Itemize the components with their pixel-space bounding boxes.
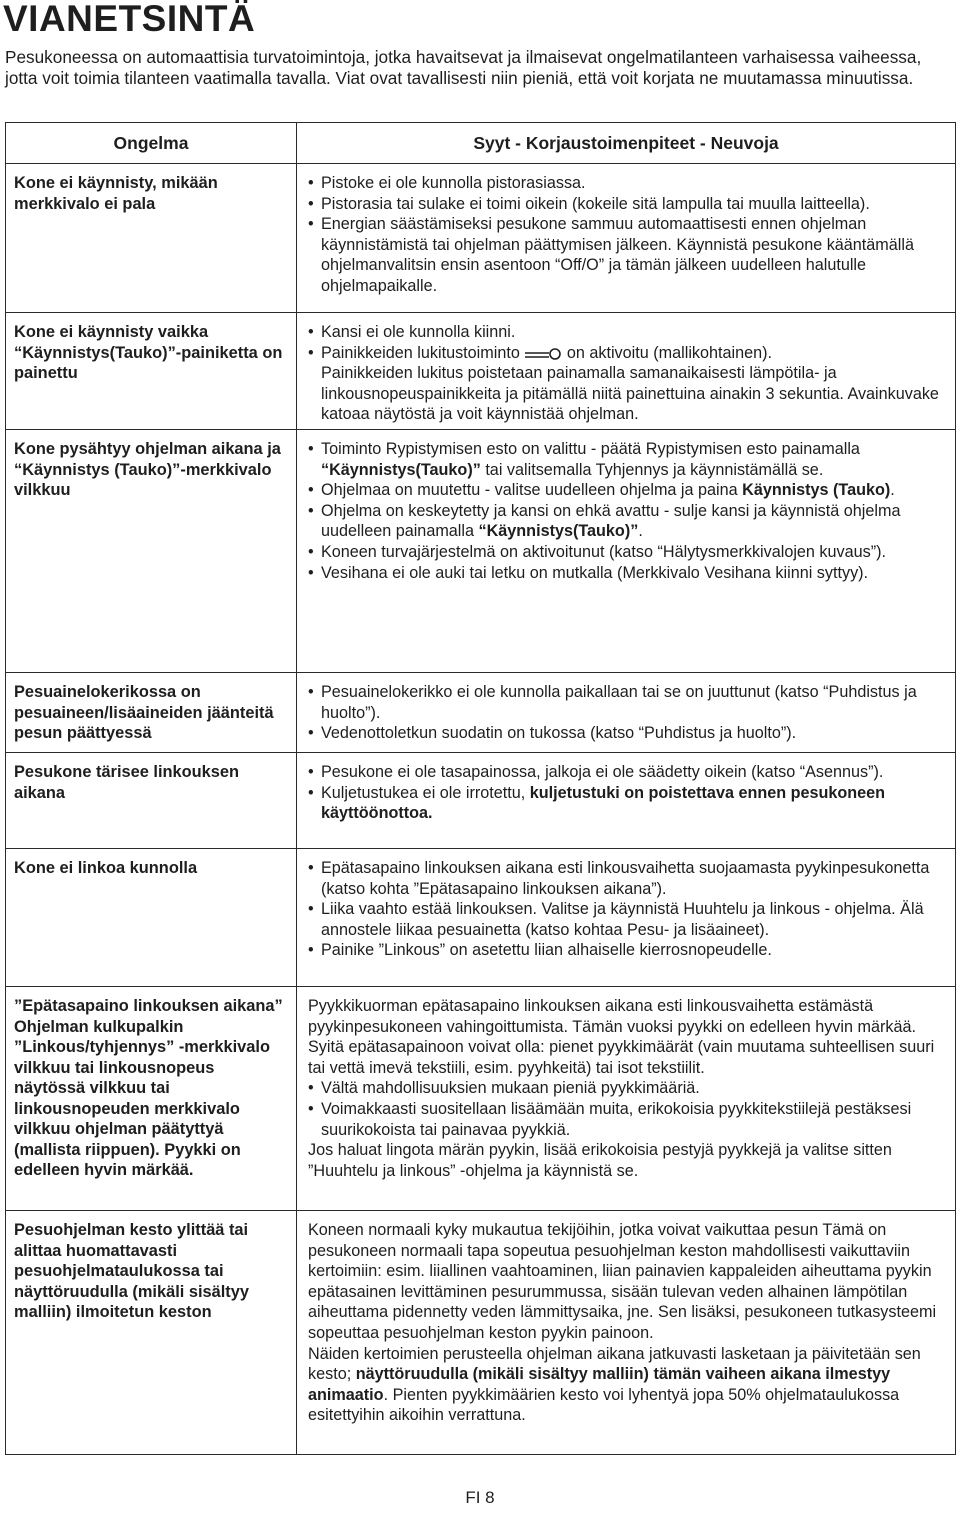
emphasis: “Käynnistys(Tauko)” (478, 522, 639, 541)
list-item (308, 343, 949, 364)
solution-cell (297, 673, 956, 753)
solution-cell (297, 987, 956, 1211)
text-segment: Toiminto Rypistymisen esto on valittu - päätä Rypistymisen esto painamalla (321, 440, 860, 458)
list-item: • Epätasapaino linkouksen aikana esti linkousvaihetta suojaamasta pyykinpesukonetta (katso kohta ”Epätasapaino linkouksen aikana”). (308, 858, 949, 899)
problem-cell: Kone ei käynnisty vaikka “Käynnistys(Tauko)”-painiketta on painettu (6, 313, 297, 430)
list-item: • Pesukone ei ole tasapainossa, jalkoja ei ole säädetty oikein (katso “Asennus”). (308, 762, 949, 783)
list-item (308, 480, 949, 501)
paragraph: Pyykkikuorman epätasapaino linkouksen aikana esti linkousvaihetta estämästä pyykinpesukoneen vahingoittumista. Tämän vuoksi pyykki on edelleen hyvin märkää. (308, 997, 916, 1036)
table-row (6, 753, 956, 849)
problem-cell: Kone pysähtyy ohjelman aikana ja “Käynnistys (Tauko)”-merkkivalo vilkkuu (6, 430, 297, 673)
table-row (6, 849, 956, 987)
text-segment: . (638, 522, 643, 541)
table-row (6, 1211, 956, 1455)
solution-cell (297, 1211, 956, 1455)
table-row (6, 164, 956, 313)
solution-cell (297, 164, 956, 313)
table-row (6, 987, 956, 1211)
key-lock-icon (524, 346, 562, 360)
list-item: • Liika vaahto estää linkouksen. Valitse ja käynnistä Huuhtelu ja linkous - ohjelma. Älä annostele liikaa pesuainetta (katso kohtaa Pesu- ja lisäaineet). (308, 899, 949, 940)
list-item: • Vesihana ei ole auki tai letku on mutkalla (Merkkivalo Vesihana kiinni syttyy). (308, 563, 949, 584)
column-header-causes: Syyt - Korjaustoimenpiteet - Neuvoja (297, 123, 956, 164)
list-item (308, 439, 949, 480)
emphasis: kuljetustuki on poistettava ennen pesukoneen käyttöönottoa. (321, 783, 886, 823)
solution-cell (297, 430, 956, 673)
table-row (6, 313, 956, 430)
text-segment: Näiden kertoimien perusteella ohjelman aikana jatkuvasti lasketaan ja päivitetään sen kesto; (308, 1344, 921, 1384)
problem-cell: ”Epätasapaino linkouksen aikana” Ohjelman kulkupalkin ”Linkous/tyhjennys” -merkkivalo vilkkuu tai linkousnopeus näytössä vilkkuu tai linkousnopeuden merkkivalo vilkkuu ohjelman päätyttyä (mallista riippuen). Pyykki on edelleen hyvin märkää. (6, 987, 297, 1211)
emphasis: näyttöruudulla (mikäli sisältyy malliin) tämän vaiheen aikana ilmestyy animaatio (308, 1365, 891, 1404)
list-item (308, 783, 949, 824)
list-item: • Vältä mahdollisuuksien mukaan pieniä pyykkimääriä. (308, 1078, 949, 1099)
column-header-problem: Ongelma (6, 123, 297, 164)
problem-cell: Pesuainelokerikossa on pesuaineen/lisäaineiden jäänteitä pesun päättyessä (6, 673, 297, 753)
problem-cell: Kone ei linkoa kunnolla (6, 849, 297, 987)
list-item: • Vedenottoletkun suodatin on tukossa (katso “Puhdistus ja huolto”). (308, 723, 949, 744)
solution-cell (297, 849, 956, 987)
list-item: • Pesuainelokerikko ei ole kunnolla paikallaan tai se on juuttunut (katso “Puhdistus ja huolto”). (308, 682, 949, 723)
text-segment: Ohjelmaa on muutettu - valitse uudelleen ohjelma ja paina (321, 481, 738, 500)
problem-cell: Kone ei käynnisty, mikään merkkivalo ei pala (6, 164, 297, 313)
solution-cell (297, 753, 956, 849)
problem-cell: Pesuohjelman kesto ylittää tai alittaa huomattavasti pesuohjelmataulukossa tai näyttöruudulla (mikäli sisältyy malliin) ilmoitetun keston (6, 1211, 297, 1455)
text-segment: . Pienten pyykkimäärien kesto voi lyhentyä jopa 50% ohjelmataulukossa esitettyihin aikoihin verrattuna. (308, 1385, 900, 1425)
list-item: • Energian säästämiseksi pesukone sammuu automaattisesti ennen ohjelman käynnistämistä tai ohjelman päättymisen jälkeen. Käynnistä pesukone kääntämällä ohjelmanvalitsin ensin asentoon “Off/O” ja tämän jälkeen uudelleen halutulle ohjelmapaikalle. (308, 214, 949, 296)
list-item: • Koneen turvajärjestelmä on aktivoitunut (katso “Hälytysmerkkivalojen kuvaus”). (308, 542, 949, 563)
emphasis: “Käynnistys(Tauko)” (321, 460, 481, 479)
text-segment: . (890, 481, 895, 500)
list-item: • Painike ”Linkous” on asetettu liian alhaiselle kierrosnopeudelle. (308, 940, 949, 961)
paragraph: Syitä epätasapainoon voivat olla: pienet pyykkimäärät (vain muutama suhteellisen suuri tai vettä imevä tekstiili, esim. pyyhkeitä) tai isot tekstiilit. (308, 1038, 935, 1077)
page-title: VIANETSINTÄ (3, 0, 256, 39)
page-number: FI 8 (465, 1488, 495, 1507)
paragraph (308, 1344, 949, 1426)
list-item (308, 501, 949, 542)
problem-cell: Pesukone tärisee linkouksen aikana (6, 753, 297, 849)
text-segment: Kuljetustukea ei ole irrotettu, (321, 783, 526, 802)
table-header-row (6, 123, 956, 164)
list-item: • Kansi ei ole kunnolla kiinni. (308, 322, 949, 343)
solution-cell (297, 313, 956, 430)
text-segment: on aktivoitu (mallikohtainen). (566, 343, 773, 362)
list-item: • Pistorasia tai sulake ei toimi oikein (kokeile sitä lampulla tai muulla laitteella). (308, 194, 949, 215)
text-segment: Ohjelma on keskeytetty ja kansi on ehkä avattu - sulje kansi ja käynnistä ohjelma uudelleen painamalla (321, 501, 901, 541)
troubleshooting-table (5, 122, 956, 1455)
intro-paragraph: Pesukoneessa on automaattisia turvatoimintoja, jotka havaitsevat ja ilmaisevat ongelmatilanteen varhaisessa vaiheessa, jotta voit toimia tilanteen vaatimalla tavalla. Viat ovat tavallisesti niin pieniä, että voit korjata ne muutamassa minuutissa. (5, 47, 922, 88)
paragraph: Painikkeiden lukitus poistetaan painamalla samanaikaisesti lämpötila- ja linkousnopeuspainikkeita ja pitämällä niitä painettuina ainakin 3 sekuntia. Avainkuvake katoaa näytöstä ja voit käynnistää ohjelman. (321, 364, 939, 424)
paragraph: Jos haluat lingota märän pyykin, lisää erikokoisia pestyjä pyykkejä ja valitse sitten ”Huuhtelu ja linkous” -ohjelma ja käynnistä se. (308, 1141, 892, 1180)
text-segment: Painikkeiden lukitustoiminto (321, 343, 520, 362)
list-item: • Voimakkaasti suositellaan lisäämään muita, erikokoisia pyykkitekstiilejä pestäksesi suurikokoista tai painavaa pyykkiä. (308, 1099, 949, 1140)
table-row (6, 430, 956, 673)
text-segment: tai valitsemalla Tyhjennys ja käynnistämällä se. (485, 460, 824, 479)
table-row (6, 673, 956, 753)
paragraph: Koneen normaali kyky mukautua tekijöihin, jotka voivat vaikuttaa pesun Tämä on pesukoneen normaali tapa sopeutua pesuohjelman keston mahdollisesti vaikuttaviin kertoimiin: esim. liiallinen vaahtoaminen, liian painavien kappaleiden aiheuttama pyykin epätasainen levittäminen pesurummussa, sisään tulevan veden alhainen lämpötilan aiheuttama pidennetty veden lämmittysaika, jne. Sen lisäksi, pesukoneen tutkasysteemi sopeuttaa pesuohjelman keston pyykin painoon. (308, 1221, 937, 1342)
emphasis: Käynnistys (Tauko) (742, 481, 891, 500)
list-item: • Pistoke ei ole kunnolla pistorasiassa. (308, 173, 949, 194)
